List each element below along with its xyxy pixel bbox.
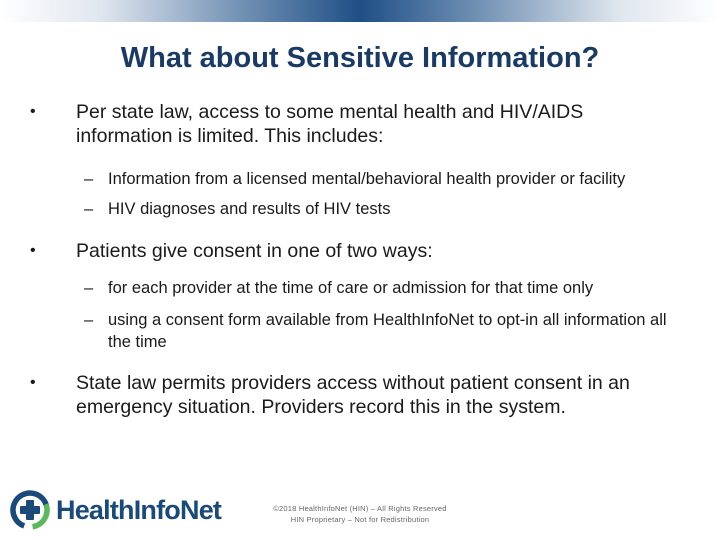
healthinfonet-logo — [10, 490, 221, 530]
dash-icon: – — [84, 279, 94, 297]
slide-content — [0, 100, 720, 419]
copyright-line-2: HIN Proprietary – Not for Redistribution — [290, 515, 430, 524]
bullet-2-sub-2 — [84, 309, 688, 353]
bullet-icon: • — [30, 374, 36, 391]
bullet-1 — [30, 100, 676, 148]
bullet-3-text: State law permits providers access without patient consent in an emergency situation. Providers record this in the system. — [76, 372, 630, 418]
bullet-icon: • — [30, 103, 36, 120]
logo-text: HealthInfoNet — [56, 495, 222, 525]
bullet-2-sub-2-text: using a consent form available from HealthInfoNet to opt-in all information all the time — [108, 311, 667, 351]
bullet-1-text: Per state law, access to some mental health and HIV/AIDS information is limited. This includes: — [76, 101, 584, 147]
bullet-1-sub-2-text: HIV diagnoses and results of HIV tests — [108, 200, 391, 218]
copyright-notice — [240, 503, 480, 525]
logo-mark-icon — [10, 490, 50, 530]
slide-title: What about Sensitive Information? — [120, 42, 600, 74]
dash-icon: – — [84, 311, 94, 329]
bullet-1-sub-1 — [84, 168, 688, 190]
bullet-2 — [30, 239, 676, 263]
top-gradient-bar — [0, 0, 720, 22]
bullet-2-text: Patients give consent in one of two ways: — [76, 240, 433, 262]
bullet-icon: • — [30, 242, 36, 259]
dash-icon: – — [84, 200, 94, 218]
dash-icon: – — [84, 170, 94, 188]
bullet-2-sub-1-text: for each provider at the time of care or admission for that time only — [108, 279, 594, 297]
bullet-1-sub-2 — [84, 198, 688, 220]
bullet-1-sub-1-text: Information from a licensed mental/behavioral health provider or facility — [108, 170, 626, 188]
bullet-2-sub-1 — [84, 277, 688, 299]
copyright-line-1: ©2018 HealthInfoNet (HIN) – All Rights Reserved — [273, 504, 447, 513]
bullet-3 — [30, 371, 676, 419]
